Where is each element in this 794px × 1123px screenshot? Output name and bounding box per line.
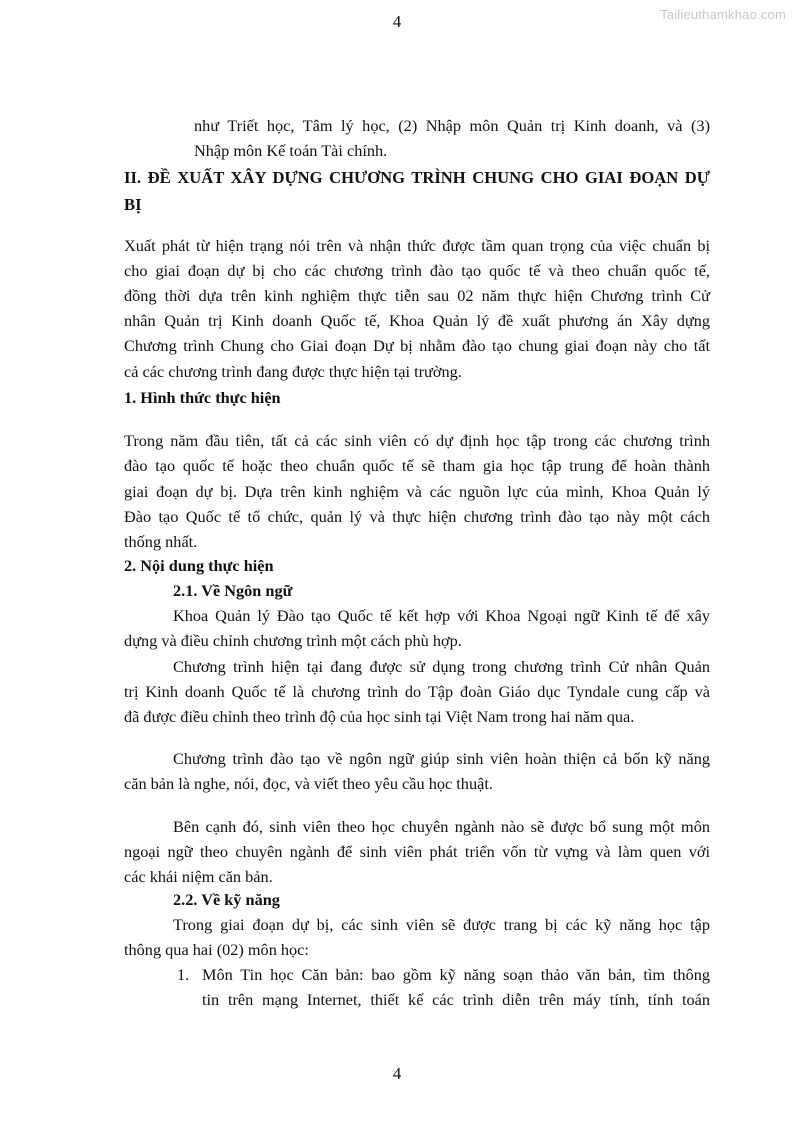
heading-2-2: 2.2. Về kỹ năng [173, 890, 280, 909]
paragraph-line: nhân Quản trị Kinh doanh Quốc tế, Khoa Quản lý đề xuất phương án Xây dựng [124, 311, 710, 330]
watermark: Tailieuthamkhao.com [660, 7, 786, 22]
paragraph-line: cả các chương trình đang được thực hiện tại trường. [124, 362, 462, 381]
paragraph-line: Khoa Quản lý Đào tạo Quốc tế kết hợp với Khoa Ngoại ngữ Kinh tế để xây [173, 606, 710, 625]
paragraph-line: căn bản là nghe, nói, đọc, và viết theo yêu cầu học thuật. [124, 774, 493, 793]
section-heading-cont: BỊ [124, 195, 142, 214]
list-item-line: Môn Tin học Căn bản: bao gồm kỹ năng soạn thảo văn bản, tìm thông [202, 965, 710, 984]
heading-1: 1. Hình thức thực hiện [124, 388, 281, 407]
paragraph-line: đồng thời dựa trên kinh nghiệm thực tiễn sau 02 năm thực hiện Chương trình Cử [124, 286, 710, 305]
paragraph-line: Chương trình đào tạo về ngôn ngữ giúp sinh viên hoàn thiện cả bốn kỹ năng [173, 749, 710, 768]
intro-line: Nhập môn Kế toán Tài chính. [194, 141, 388, 160]
paragraph-line: Đào tạo Quốc tế tổ chức, quản lý và thực hiện chương trình đào tạo này một cách [124, 507, 710, 526]
intro-line: như Triết học, Tâm lý học, (2) Nhập môn Quản trị Kinh doanh, và (3) [194, 116, 710, 135]
paragraph-line: Trong năm đầu tiên, tất cả các sinh viên có dự định học tập trong các chương trình [124, 431, 710, 450]
paragraph-line: Trong giai đoạn dự bị, các sinh viên sẽ được trang bị các kỹ năng học tập [173, 915, 710, 934]
list-item-line: tin trên mạng Internet, thiết kế các trình diễn trên máy tính, tính toán [202, 990, 710, 1009]
paragraph-line: các khái niệm căn bản. [124, 867, 273, 886]
paragraph-line: giai đoạn dự bị. Dựa trên kinh nghiệm và các nguồn lực của mình, Khoa Quản lý [124, 482, 710, 501]
section-heading: II. ĐỀ XUẤT XÂY DỰNG CHƯƠNG TRÌNH CHUNG CHO GIAI ĐOẠN DỰ [124, 168, 710, 187]
paragraph-line: ngoại ngữ theo chuyên ngành để sinh viên phát triển vốn từ vựng và làm quen với [124, 842, 710, 861]
page-number-bottom: 4 [392, 1064, 402, 1083]
paragraph-line: cho giai đoạn dự bị cho các chương trình đào tạo quốc tế và theo chuẩn quốc tế, [124, 261, 710, 280]
paragraph-line: thông qua hai (02) môn học: [124, 940, 309, 959]
paragraph-line: Chương trình Chung cho Giai đoạn Dự bị nhằm đào tạo chung giai đoạn này cho tất [124, 336, 710, 355]
paragraph-line: Chương trình hiện tại đang được sử dụng trong chương trình Cử nhân Quản [173, 657, 710, 676]
paragraph-line: dựng và điều chỉnh chương trình một cách phù hợp. [124, 631, 462, 650]
paragraph-line: đào tạo quốc tế hoặc theo chuẩn quốc tế sẽ tham gia học tập trung để hoàn thành [124, 456, 710, 475]
paragraph-line: thống nhất. [124, 532, 198, 551]
paragraph-line: đã được điều chỉnh theo trình độ của học sinh tại Việt Nam trong hai năm qua. [124, 707, 635, 726]
heading-2: 2. Nội dung thực hiện [124, 556, 274, 575]
heading-2-1: 2.1. Về Ngôn ngữ [173, 581, 293, 600]
paragraph-line: Bên cạnh đó, sinh viên theo học chuyên ngành nào sẽ được bổ sung một môn [173, 817, 710, 836]
page-number-top: 4 [392, 12, 402, 31]
paragraph-line: Xuất phát từ hiện trạng nói trên và nhận thức được tầm quan trọng của việc chuẩn bị [124, 236, 710, 255]
list-marker: 1. [177, 965, 190, 984]
paragraph-line: trị Kinh doanh Quốc tế là chương trình do Tập đoàn Giáo dục Tyndale cung cấp và [124, 682, 710, 701]
